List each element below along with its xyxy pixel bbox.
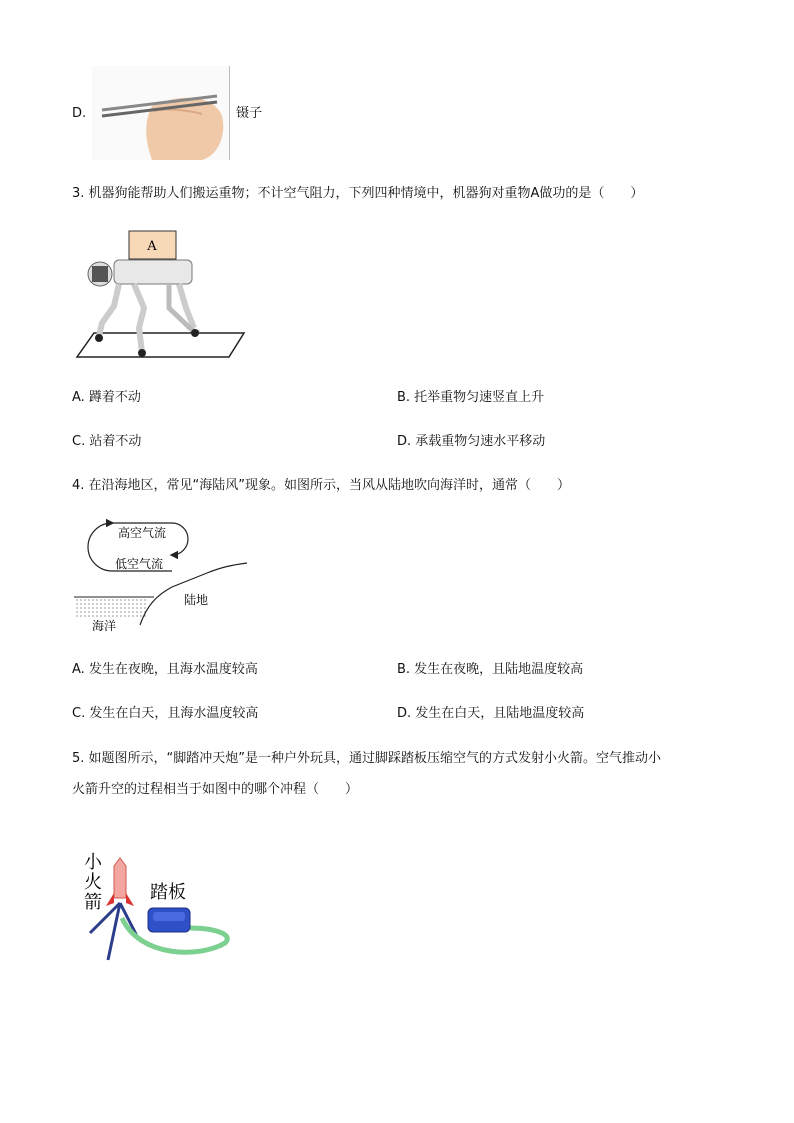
q5-stem-line2: 火箭升空的过程相当于如图中的哪个冲程（ ） bbox=[72, 782, 359, 797]
robot-dog-figure bbox=[74, 228, 249, 360]
q2-option-d-letter: D. bbox=[72, 106, 87, 121]
tweezers-image bbox=[92, 66, 230, 160]
land-label: 陆地 bbox=[184, 593, 209, 607]
sea-land-breeze-figure bbox=[72, 515, 257, 635]
rocket-toy-figure bbox=[80, 848, 235, 966]
q3-option-c: C. 站着不动 bbox=[72, 434, 142, 449]
q4-option-d: D. 发生在白天，且陆地温度较高 bbox=[397, 706, 585, 721]
high-air-label: 高空气流 bbox=[117, 526, 167, 540]
q4-option-a: A. 发生在夜晚，且海水温度较高 bbox=[72, 662, 258, 677]
rocket-label-1: 小 bbox=[84, 852, 102, 873]
box-label: A bbox=[147, 239, 157, 254]
q5-stem-line1: 5. 如题图所示，“脚踏冲天炮”是一种户外玩具，通过脚踩踏板压缩空气的方式发射小火箭。空气推动小 bbox=[72, 751, 662, 766]
q4-option-c: C. 发生在白天，且海水温度较高 bbox=[72, 706, 259, 721]
pedal-label: 踏板 bbox=[150, 882, 186, 903]
q2-option-d-caption: 镊子 bbox=[236, 106, 263, 121]
rocket-label-3: 箭 bbox=[84, 892, 102, 913]
q3-option-a: A. 蹲着不动 bbox=[72, 390, 141, 405]
q4-option-b: B. 发生在夜晚，且陆地温度较高 bbox=[397, 662, 584, 677]
q3-option-d: D. 承载重物匀速水平移动 bbox=[397, 434, 546, 449]
q4-stem: 4. 在沿海地区，常见“海陆风”现象。如图所示，当风从陆地吹向海洋时，通常（ ） bbox=[72, 478, 571, 493]
q3-option-b: B. 托举重物匀速竖直上升 bbox=[397, 390, 545, 405]
sea-label: 海洋 bbox=[92, 619, 117, 633]
image-border-right bbox=[229, 66, 230, 160]
q3-stem: 3. 机器狗能帮助人们搬运重物；不计空气阻力，下列四种情境中，机器狗对重物A做功的是（ ） bbox=[72, 186, 644, 201]
rocket-label-2: 火 bbox=[84, 872, 102, 893]
low-air-label: 低空气流 bbox=[114, 557, 164, 571]
